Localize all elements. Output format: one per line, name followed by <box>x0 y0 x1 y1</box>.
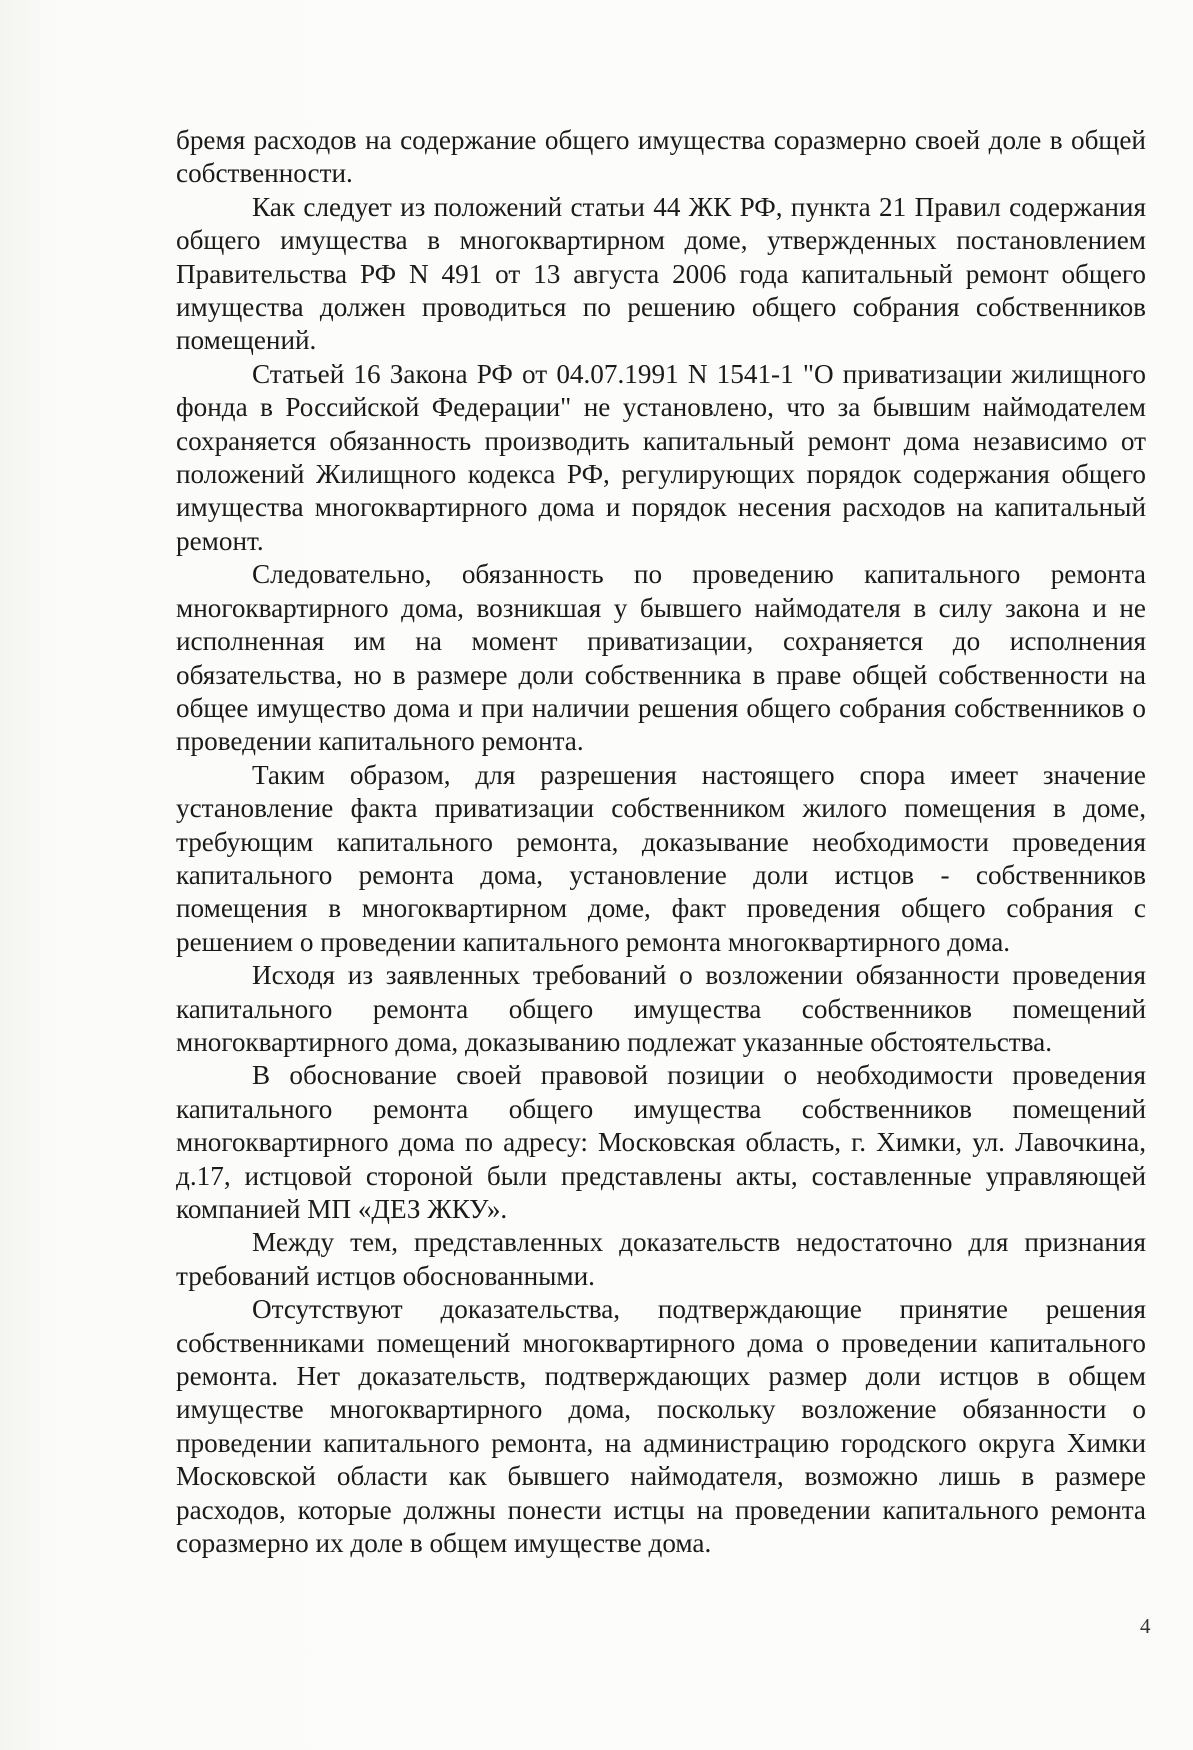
page-number: 4 <box>1140 1614 1151 1638</box>
paragraph: Между тем, представленных доказательств недостаточно для признания требований истцов обоснованными. <box>176 1227 1146 1291</box>
paragraph: Отсутствуют доказательства, подтверждающие принятие решения собственниками помещений многоквартирного дома о проведении капитального ремонта. Нет доказательств, подтверждающих размер доли истцов в общем имуществе многоквартирного дома, поскольку возложение обязанности о проведении капитального ремонта, на администрацию городского округа Химки Московской области как бывшего наймодателя, возможно лишь в размере расходов, которые должны понести истцы на проведении капитального ремонта соразмерно их доле в общем имуществе дома. <box>176 1294 1146 1559</box>
paragraph: Следовательно, обязанность по проведению капитального ремонта многоквартирного дома, возникшая у бывшего наймодателя в силу закона и не исполненная им на момент приватизации, сохраняется до исполнения обязательства, но в размере доли собственника в праве общей собственности на общее имущество дома и при наличии решения общего собрания собственников о проведении капитального ремонта. <box>176 559 1146 757</box>
document-body <box>176 124 1146 1560</box>
paragraph: Таким образом, для разрешения настоящего спора имеет значение установление факта приватизации собственником жилого помещения в доме, требующим капитального ремонта, доказывание необходимости проведения капитального ремонта дома, установление доли истцов - собственников помещения в многоквартирном доме, факт проведения общего собрания с решением о проведении капитального ремонта многоквартирного дома. <box>176 759 1146 957</box>
paragraph-continuation: бремя расходов на содержание общего имущества соразмерно своей доле в общей собственности. <box>176 125 1146 189</box>
paragraph: Исходя из заявленных требований о возложении обязанности проведения капитального ремонта общего имущества собственников помещений многоквартирного дома, доказыванию подлежат указанные обстоятельства. <box>176 960 1146 1057</box>
paragraph: Как следует из положений статьи 44 ЖК РФ, пункта 21 Правил содержания общего имущества в многоквартирном доме, утвержденных постановлением Правительства РФ N 491 от 13 августа 2006 года капитальный ремонт общего имущества должен проводиться по решению общего собрания собственников помещений. <box>176 191 1146 356</box>
paragraph: Статьей 16 Закона РФ от 04.07.1991 N 1541-1 "О приватизации жилищного фонда в Российской Федерации" не установлено, что за бывшим наймодателем сохраняется обязанность производить капитальный ремонт дома независимо от положений Жилищного кодекса РФ, регулирующих порядок содержания общего имущества многоквартирного дома и порядок несения расходов на капитальный ремонт. <box>176 358 1146 556</box>
paragraph: В обоснование своей правовой позиции о необходимости проведения капитального ремонта общего имущества собственников помещений многоквартирного дома по адресу: Московская область, г. Химки, ул. Лавочкина, д.17, истцовой стороной были представлены акты, составленные управляющей компанией МП «ДЕЗ ЖКУ». <box>176 1060 1146 1224</box>
